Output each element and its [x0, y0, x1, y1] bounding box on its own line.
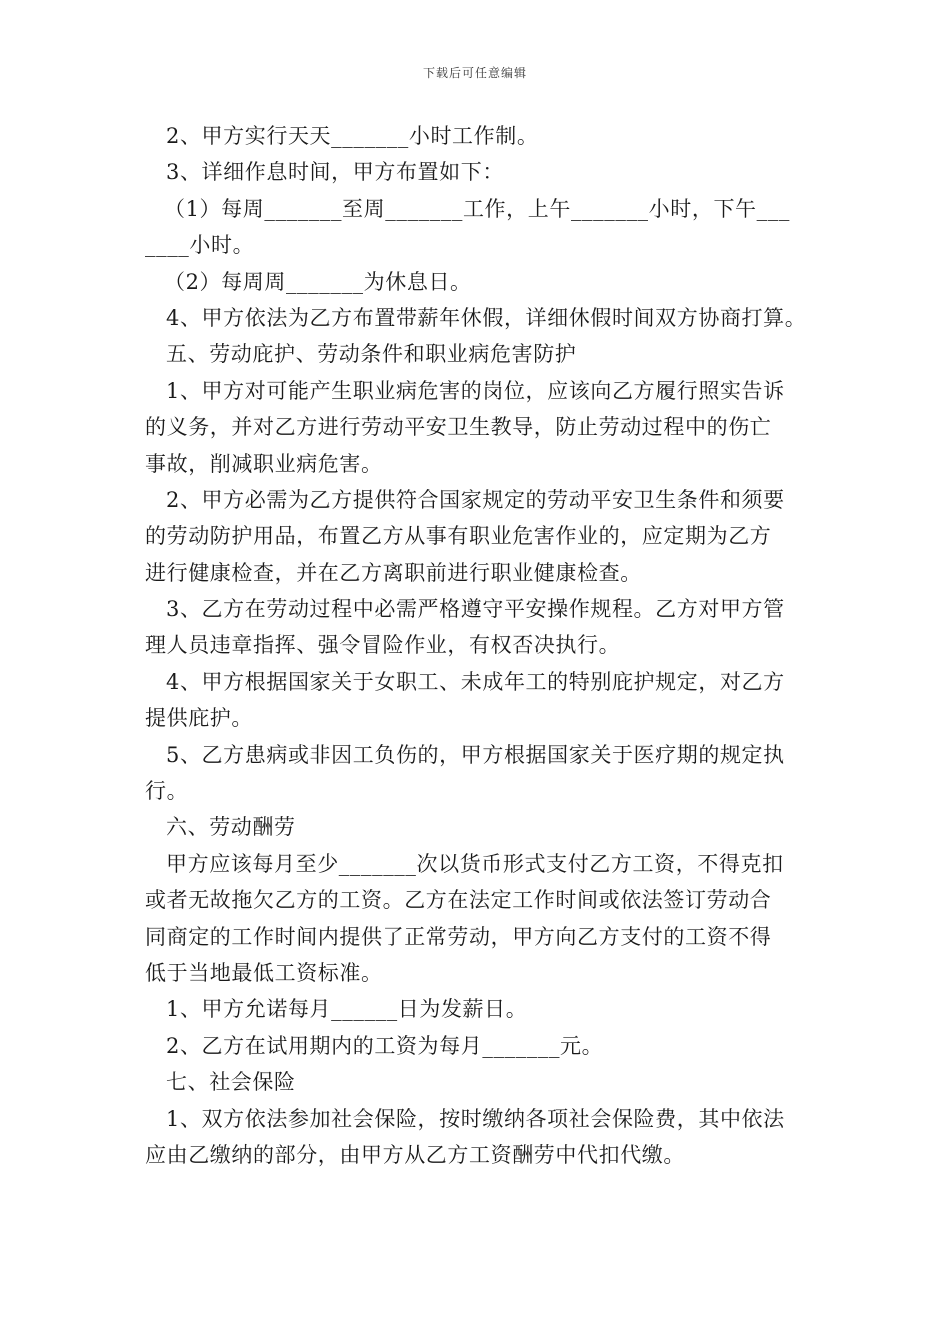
paragraph-line: 七、社会保险 — [166, 1070, 296, 1095]
paragraph-line: 4、甲方根据国家关于女职工、未成年工的特别庇护规定，对乙方 — [166, 669, 785, 694]
paragraph-line: （1）每周_______至周_______工作，上午_______小时，下午___ — [164, 196, 790, 221]
paragraph-line: 1、双方依法参加社会保险，按时缴纳各项社会保险费，其中依法 — [166, 1106, 785, 1131]
paragraph-line: 低于当地最低工资标准。 — [145, 960, 383, 985]
paragraph-line: 应由乙缴纳的部分，由甲方从乙方工资酬劳中代扣代缴。 — [145, 1142, 685, 1167]
paragraph-line: ____小时。 — [145, 233, 255, 258]
paragraph-line: 2、乙方在试用期内的工资为每月_______元。 — [166, 1033, 604, 1058]
paragraph-line: 事故，削减职业病危害。 — [145, 451, 383, 476]
paragraph-line: 或者无故拖欠乙方的工资。乙方在法定工作时间或依法签订劳动合 — [145, 888, 772, 913]
paragraph-line: 六、劳动酬劳 — [166, 815, 296, 840]
paragraph-line: 的义务，并对乙方进行劳动平安卫生教导，防止劳动过程中的伤亡 — [145, 415, 772, 440]
page-header: 下载后可任意编辑 — [422, 66, 527, 80]
paragraph-line: 行。 — [145, 779, 189, 804]
paragraph-line: 2、甲方实行天天_______小时工作制。 — [166, 124, 539, 148]
paragraph-line: 进行健康检查，并在乙方离职前进行职业健康检查。 — [145, 560, 642, 585]
paragraph-line: 4、甲方依法为乙方布置带薪年休假，详细休假时间双方协商打算。 — [166, 305, 807, 330]
paragraph-line: （2）每周周_______为休息日。 — [164, 269, 472, 294]
paragraph-line: 理人员违章指挥、强令冒险作业，有权否决执行。 — [145, 633, 621, 658]
paragraph-line: 3、乙方在劳动过程中必需严格遵守平安操作规程。乙方对甲方管 — [166, 597, 785, 622]
paragraph-line: 的劳动防护用品，布置乙方从事有职业危害作业的，应定期为乙方 — [145, 524, 772, 549]
paragraph-line: 甲方应该每月至少_______次以货币形式支付乙方工资，不得克扣 — [166, 851, 784, 876]
paragraph-line: 1、甲方允诺每月______日为发薪日。 — [166, 997, 528, 1022]
paragraph-line: 2、甲方必需为乙方提供符合国家规定的劳动平安卫生条件和须要 — [166, 487, 785, 512]
paragraph-line: 同商定的工作时间内提供了正常劳动，甲方向乙方支付的工资不得 — [145, 924, 772, 949]
document-body — [145, 118, 813, 1173]
paragraph-line: 五、劳动庇护、劳动条件和职业病危害防护 — [166, 342, 577, 367]
paragraph-line: 1、甲方对可能产生职业病危害的岗位，应该向乙方履行照实告诉 — [166, 378, 785, 403]
paragraph-line: 5、乙方患病或非因工负伤的，甲方根据国家关于医疗期的规定执 — [166, 742, 785, 767]
paragraph-line: 提供庇护。 — [145, 706, 253, 731]
paragraph-line: 3、详细作息时间，甲方布置如下： — [166, 160, 504, 185]
